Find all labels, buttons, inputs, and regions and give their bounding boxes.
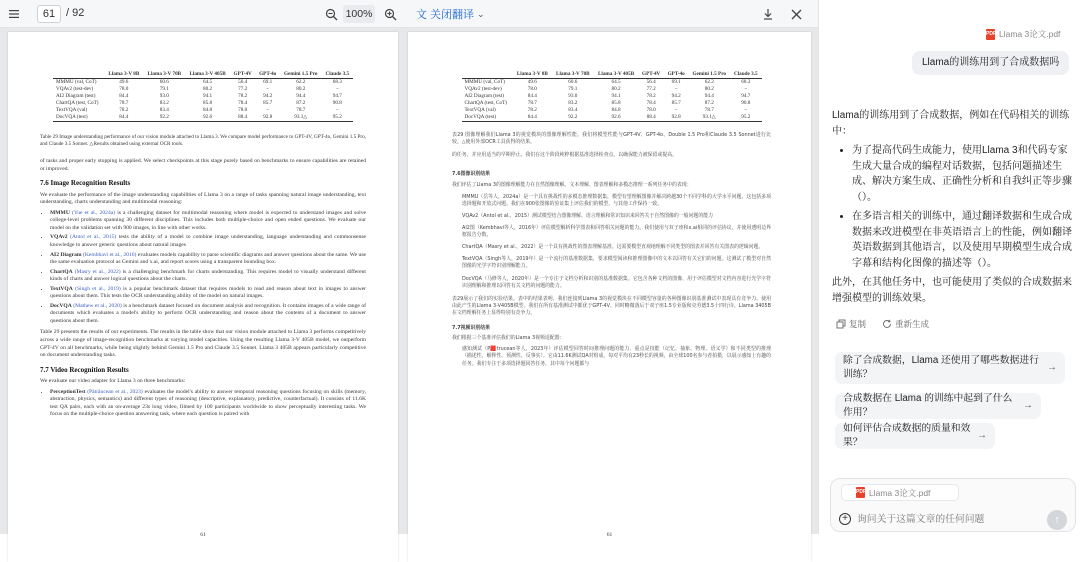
table-cell: 95.2: [741, 114, 751, 121]
table-cell: 68.3: [741, 79, 751, 86]
table-row: [462, 86, 762, 93]
table-cell: 83.4: [159, 107, 169, 114]
table-row: [53, 86, 353, 93]
table-header-cell: [462, 71, 513, 79]
chat-composer: [830, 478, 1076, 532]
table-cell: –: [336, 107, 339, 114]
table-row: [462, 100, 762, 107]
copy-button[interactable]: 复制: [836, 318, 866, 330]
table-header-cell: GPT-4V: [230, 71, 256, 79]
list-item: 感知测试（P🟥trucean等人，2023年）评估模型回答时间推理问题的能力，重点是技能（记忆、抽象、物理、语义学）和不同类型的推理（描述性、解释性、预测性、反事实）。它由11.6K测试QA对组成，每对平均有23秒长的视频，由全球100名参与者拍摄，以展示感知上有趣的任务。我们专注于多项选择题回答任务，其中每个问题都与: [462, 346, 771, 367]
table-row: [462, 107, 762, 114]
table-cell: TextVQA (val): [464, 107, 496, 114]
list-item: • MMMU (Yue et al., 2024a) is a challenging dataset for multimodal reasoning where model is expected to understand images and solve college-level problems spanning 30 different disciplines. This includes both multiple-choice and open ended questions. We evaluate our model on the validation set with 900 images, in line with other works.: [50, 210, 366, 233]
table-cell: DocVQA (test): [464, 114, 497, 121]
table-cell: 60.6: [159, 79, 169, 86]
table-cell: 79.1: [568, 86, 578, 93]
table-cell: 87.2: [704, 100, 714, 107]
page-total: / 92: [66, 7, 85, 19]
table-cell: 85.8: [203, 100, 213, 107]
pdf-page-original: [8, 32, 398, 562]
table-cell: 84.4: [527, 114, 537, 121]
table-cell: 87.2: [296, 100, 306, 107]
list-item: • AI2 Diagram (Kembhavi et al., 2016) evaluates models capability to parse scientific diagrams and answer questions about the same. We use the same evaluation protocol as Gemini and x.ai, and report scores using a transparent bounding box.: [50, 252, 366, 267]
table-cell: DocVQA (test): [56, 114, 88, 121]
answer-actions: [836, 318, 929, 330]
table-cell: 80.2: [296, 86, 306, 93]
page-number: 61: [606, 532, 613, 539]
table-cell: 78.7: [296, 107, 306, 114]
copy-icon: [836, 319, 846, 329]
table-cell: 94.1: [203, 93, 213, 100]
suggested-question[interactable]: 除了合成数据，Llama 还使用了哪些数据进行训练？ →: [835, 352, 1065, 384]
table-cell: 69.1: [671, 79, 681, 86]
translate-icon: 文: [416, 9, 427, 21]
table-cell: 78.0: [119, 86, 129, 93]
table-cell: 93.1△: [294, 114, 308, 121]
table-header-cell: GPT-4o: [664, 71, 688, 79]
table-cell: 78.2: [646, 93, 656, 100]
close-icon[interactable]: [786, 4, 806, 24]
table-row: [53, 107, 353, 114]
table-cell: 84.8: [203, 107, 213, 114]
table-cell: 56.4: [238, 79, 248, 86]
answer-points: [832, 143, 1072, 271]
table-cell: 94.1: [611, 93, 621, 100]
table-cell: TextVQA (val): [56, 107, 88, 114]
table-header-cell: Llama 3-V 8B: [104, 71, 143, 79]
table-cell: MMMU (val, CoT): [56, 79, 97, 86]
table-cell: 94.2: [263, 93, 273, 100]
table-cell: –: [336, 86, 339, 93]
user-message: Llama的训练用到了合成数据吗: [912, 51, 1069, 75]
document-chip-label: Llama 3论文.pdf: [999, 29, 1061, 39]
answer-outro: 此外，在其他任务中，也可能使用了类似的合成数据来增强模型的训练效果。: [832, 277, 1072, 304]
suggested-question[interactable]: 如何评估合成数据的质量和效果？ →: [835, 423, 995, 449]
table-header-cell: Llama 3-V 70B: [552, 71, 594, 79]
send-button[interactable]: ↑: [1047, 510, 1067, 530]
table-cell: –: [266, 86, 269, 93]
table-row: [462, 114, 762, 121]
pdf-file-icon: PDF: [986, 29, 995, 40]
table-cell: 84.4: [527, 93, 537, 100]
table-header-cell: Llama 3-V 405B: [185, 71, 230, 79]
table-cell: 85.7: [263, 100, 273, 107]
translate-toggle[interactable]: [416, 4, 485, 24]
arrow-right-icon: →: [1023, 400, 1033, 411]
table-cell: 94.4: [296, 93, 306, 100]
table-cell: ChartQA (test, CoT): [464, 100, 508, 107]
list-item: • PerceptionTest (Pătrăucean et al., 2023) evaluates the model's ability to answer temporal reasoning questions focusing on skills (memory, abstraction, physics, semantics) and different types of reasoning (descriptive, explanatory, predictive, counterfactual). It consists of 11.6K test QA pairs, each with an on-average 23s long video, filmed by 100 participants worldwide to show perceptually interesting tasks. We focus on the multiple-choice question answering task, where each question is paired with: [50, 389, 366, 419]
table-cell: 88.4: [238, 114, 248, 121]
section-heading-image: 7.6 Image Recognition Results: [40, 179, 131, 188]
table-cell: 78.2: [238, 93, 248, 100]
table-cell: 49.6: [527, 79, 537, 86]
table-cell: 92.6: [611, 114, 621, 121]
table-cell: MMMU (val, CoT): [464, 79, 505, 86]
table-cell: 80.2: [611, 86, 621, 93]
table-header-cell: Llama 3-V 8B: [513, 71, 552, 79]
table-cell: 83.4: [568, 107, 578, 114]
refresh-icon: [882, 319, 892, 329]
table-cell: 78.0: [238, 107, 248, 114]
table-caption: 表29 图像理解我们Llama 3的视觉模块的图像理解性能。我们将模型性能与GPT-4V、GPT-4o、Double 1.5 Pro和Claude 3.5 Sonnet进行比较。△使用外部OCR工具获得的结果。: [452, 132, 771, 146]
table-cell: –: [744, 86, 748, 93]
table-cell: 49.6: [119, 79, 129, 86]
section-intro: 我们评估了Llama 3的图像理解能力在自然图像理解、文本理解、图表理解和多模态推理一系列任务中的表现：: [452, 181, 692, 188]
list-item: DocVQA（马修等人，2020年）是一个专注于文档分析和识别的基准数据集。它包含各种文档的图像，用于评估模型对文档内容进行光学字符识别理解和推理以回答有关文档的问题的能力。: [462, 275, 771, 289]
menu-icon[interactable]: [4, 4, 24, 24]
table-row: [53, 114, 353, 121]
download-icon[interactable]: [758, 4, 778, 24]
results-paragraph: 表29展示了我们的实验结果。表中的结果表明，我们连接到Llama 3的视觉模块在不同模型容量的各种图像识别基准测试中表现具有竞争力。使用由此产生的Llama 3-V405B模型，我们在所有基准测试中都优于GPT-4V，同时略微落后于双子座1.5专业版和克劳德3.5十四行诗。Llama 3405B在文档理解任务上显得特别有竞争力。: [452, 295, 771, 316]
table-cell: 92.8: [671, 114, 681, 121]
table-cell: 84.4: [119, 114, 129, 121]
attached-document-chip[interactable]: PDF Llama 3论文.pdf: [841, 484, 959, 501]
table-cell: 78.2: [119, 107, 129, 114]
zoom-level[interactable]: 100%: [343, 5, 375, 23]
table-cell: 78.7: [704, 107, 714, 114]
table-cell: 92.2: [159, 114, 169, 121]
list-item: • DocVQA (Mathew et al., 2020) is a benchmark dataset focused on document analysis and recognition. It contains images of a wide range of documents which evaluates a model's ability to perform OCR understanding and reason about the contents of a document to answer questions about them.: [50, 303, 366, 326]
table-cell: 78.0: [527, 86, 537, 93]
table-cell: 64.5: [611, 79, 621, 86]
page-number: 61: [200, 532, 206, 539]
table-cell: 90.8: [332, 100, 342, 107]
section-heading-video: 7.7 Video Recognition Results: [40, 365, 129, 374]
answer-intro: Llama的训练用到了合成数据，例如在代码相关的训练中：: [832, 110, 1070, 137]
table-cell: 78.4: [238, 100, 248, 107]
table-cell: 95.2: [332, 114, 342, 121]
suggested-question[interactable]: 合成数据在 Llama 的训练中起到了什么作用？ →: [835, 393, 1041, 419]
chevron-down-icon: ⌄: [477, 8, 485, 19]
list-item: • VQAv2 (Antol et al., 2015) tests the ability of a model to combine image understanding, language understanding and commonsense knowledge to answer generic questions about natural images: [50, 234, 366, 249]
table-header-cell: Llama 3-V 405B: [594, 71, 639, 79]
section-heading-image: 7.6图像识别结果: [452, 171, 491, 178]
table-header-cell: [53, 71, 104, 79]
arrow-right-icon: →: [1047, 362, 1057, 373]
table-cell: 92.8: [263, 114, 273, 121]
document-chip[interactable]: [986, 28, 1060, 40]
table-cell: 93.0: [159, 93, 169, 100]
table-cell: –: [674, 86, 678, 93]
pdf-viewer[interactable]: [0, 28, 818, 539]
table-row: [53, 79, 353, 87]
table-cell: 84.4: [119, 93, 129, 100]
results-table: [53, 71, 353, 121]
table-cell: 92.6: [203, 114, 213, 121]
section-intro-video: 我们根据三个基准评估我们的Llama 3视频适配器：: [452, 335, 565, 342]
pdf-toolbar: [0, 0, 818, 28]
table-cell: 90.8: [741, 100, 751, 107]
table-cell: 78.2: [527, 107, 537, 114]
zoom-in-icon[interactable]: [380, 4, 400, 24]
table-cell: 69.1: [263, 79, 273, 86]
table-cell: 62.2: [704, 79, 714, 86]
page-number-input[interactable]: 61: [37, 5, 61, 23]
assistant-answer: [832, 108, 1072, 306]
table-cell: 93.0: [568, 93, 578, 100]
question-input[interactable]: [857, 510, 1037, 528]
zoom-out-icon[interactable]: [321, 4, 341, 24]
table-cell: 77.2: [646, 86, 656, 93]
list-item: • ChartQA (Masry et al., 2022) is a challenging benchmark for charts understanding. This requires model to visually understand different kinds of charts and answer logical questions about the charts.: [50, 269, 366, 284]
section-heading-video: 7.7视频识别结果: [452, 325, 491, 332]
benchmark-list: [452, 194, 771, 290]
results-table-translated: [462, 71, 762, 121]
table-header-cell: Claude 3.5: [730, 71, 761, 79]
table-row: [462, 93, 762, 100]
table-cell: 78.7: [527, 100, 537, 107]
pdf-file-icon: PDF: [856, 487, 865, 498]
table-cell: 78.7: [119, 100, 129, 107]
list-item: MMMU（岳等人，2024a）是一个具有挑战性的多模态推理数据集，模型有望理解图像并解决跨越30个不同学科的大学水平问题。这包括多项选择题和开放式问题。我们在900张图像的验证集上评估我们的模型，与其他工作保持一致。: [462, 193, 771, 207]
table-body: [462, 79, 762, 122]
regenerate-button[interactable]: 重新生成: [882, 318, 929, 330]
table-cell: 85.8: [611, 100, 621, 107]
table-cell: –: [266, 107, 269, 114]
table-cell: 88.4: [646, 114, 656, 121]
table-header-row: [462, 71, 762, 79]
list-item: AI2图（Kembhavi等人，2016年）评估模型解析科学图表和回答相关问题的能力。我们使用与双子座和x.ai相同的评估协议，并使用透明边界框报告分数。: [462, 224, 771, 239]
table-cell: –: [744, 107, 748, 114]
table-cell: VQAv2 (test-dev): [464, 86, 502, 93]
list-item: VQAv2（Antol et al.，2015）测试模型结合图像理解、语言理解和常识知识来回答关于自然图像的一般问题的能力: [462, 212, 713, 219]
table-cell: ChartQA (test, CoT): [56, 100, 99, 107]
intro-paragraph: 的任务，并应用适当的早期停止。我们在这个阶段纯粹根据基准选择检查点，以确保能力被保留或提高。: [452, 152, 677, 159]
table-cell: AI2 Diagram (test): [464, 93, 504, 100]
table-header-cell: GPT-4V: [638, 71, 664, 79]
table-cell: 68.3: [332, 79, 342, 86]
table-header-cell: Gemini 1.5 Pro: [280, 71, 322, 79]
table-cell: 77.2: [238, 86, 248, 93]
list-item: ChartQA（Masry et al.，2022）是一个具有挑战性的图表理解基准。这需要模型直观地理解不同类型的图表并回答有关图表的逻辑问题。: [462, 244, 764, 251]
table-header-cell: Gemini 1.5 Pro: [688, 71, 730, 79]
section-intro-video: We evaluate our video adapter for Llama 3 on three benchmarks:: [40, 378, 186, 385]
table-cell: 60.6: [568, 79, 578, 86]
table-row: [53, 100, 353, 107]
table-cell: AI2 Diagram (test): [56, 93, 96, 100]
table-header-row: [53, 71, 353, 79]
list-item: • TextVQA (Singh et al., 2019) is a popular benchmark dataset that requires models to read and reason about text in images to answer questions about them. This tests the OCR understanding ability of the model on natural images.: [50, 286, 366, 301]
answer-point: • 在多语言相关的训练中，通过翻译数据和生成合成数据来改进模型在非英语语言上的性能，例如翻译英语数据到其他语言，以及使用早期模型生成合成字幕和结构化图像的描述等（）。: [852, 209, 1072, 271]
table-cell: 94.2: [671, 93, 681, 100]
table-cell: 94.7: [332, 93, 342, 100]
table-cell: 64.5: [203, 79, 213, 86]
results-paragraph: Table 29 presents the results of our experiments. The results in the table show that our vision module attached to Llama 3 performs competitively across a wide range of image-recognition benchmarks at varying model capacities. Using the resulting Llama 3-V 405B model, we outperform GPT-4V on all benchmarks, while being slightly behind Gemini 1.5 Pro and Claude 3.5 Sonnet. Llama 3 405B appears particularly competitive on document understanding tasks.: [40, 329, 366, 359]
table-cell: 94.4: [704, 93, 714, 100]
table-caption: Table 29 Image understanding performance of our vision module attached to Llama 3. We compare model performance to GPT-4V, GPT-4o, Gemini 1.5 Pro, and Claude 3.5 Sonnet. △Results obtained using external OCR tools.: [40, 134, 366, 148]
table-cell: 78.0: [646, 107, 656, 114]
section-intro: We evaluate the performance of the image understanding capabilities of Llama 3 on a range of tasks spanning natural image understanding, text understanding, charts understanding and multimodal reasoning:: [40, 191, 366, 206]
table-header-cell: GPT-4o: [256, 71, 280, 79]
table-cell: 78.4: [646, 100, 656, 107]
table-cell: 93.1△: [702, 114, 716, 121]
table-cell: 83.2: [568, 100, 578, 107]
benchmark-list: [50, 210, 366, 326]
table-cell: 92.2: [568, 114, 578, 121]
table-row: [53, 93, 353, 100]
translate-label: 关闭翻译: [430, 9, 474, 21]
table-cell: 84.8: [611, 107, 621, 114]
table-body: [53, 79, 353, 122]
table-row: [462, 79, 762, 87]
list-item: TextVQA（Singh等人，2019年）是一个流行的基准数据集，要求模型阅读和推理图像中的文本以回答有关它们的问题。这测试了模型对自然图像的光学字符识别理解能力。: [462, 256, 771, 270]
plus-icon[interactable]: +: [839, 513, 851, 525]
table-cell: 56.4: [646, 79, 656, 86]
table-cell: 80.2: [704, 86, 714, 93]
table-cell: –: [674, 107, 678, 114]
table-cell: 94.7: [741, 93, 751, 100]
table-cell: 83.2: [159, 100, 169, 107]
table-cell: 79.1: [159, 86, 169, 93]
table-cell: 62.2: [296, 79, 306, 86]
answer-point: • 为了提高代码生成能力，使用Llama 3和代码专家生成大量合成的编程对话数据，包括问题描述生成、解决方案生成、正确性分析和自我纠正等步骤（）。: [852, 143, 1072, 205]
intro-paragraph: of tasks and proper early stopping is applied. We select checkpoints at this stage purely based on benchmarks to ensure capabilities are retained or improved.: [40, 158, 366, 172]
table-cell: 85.7: [671, 100, 681, 107]
table-cell: VQAv2 (test-dev): [56, 86, 94, 93]
table-header-cell: Claude 3.5: [322, 71, 353, 79]
pdf-page-translated: [408, 32, 811, 562]
table-header-cell: Llama 3-V 70B: [143, 71, 185, 79]
table-cell: 80.2: [203, 86, 213, 93]
arrow-right-icon: →: [977, 430, 987, 441]
